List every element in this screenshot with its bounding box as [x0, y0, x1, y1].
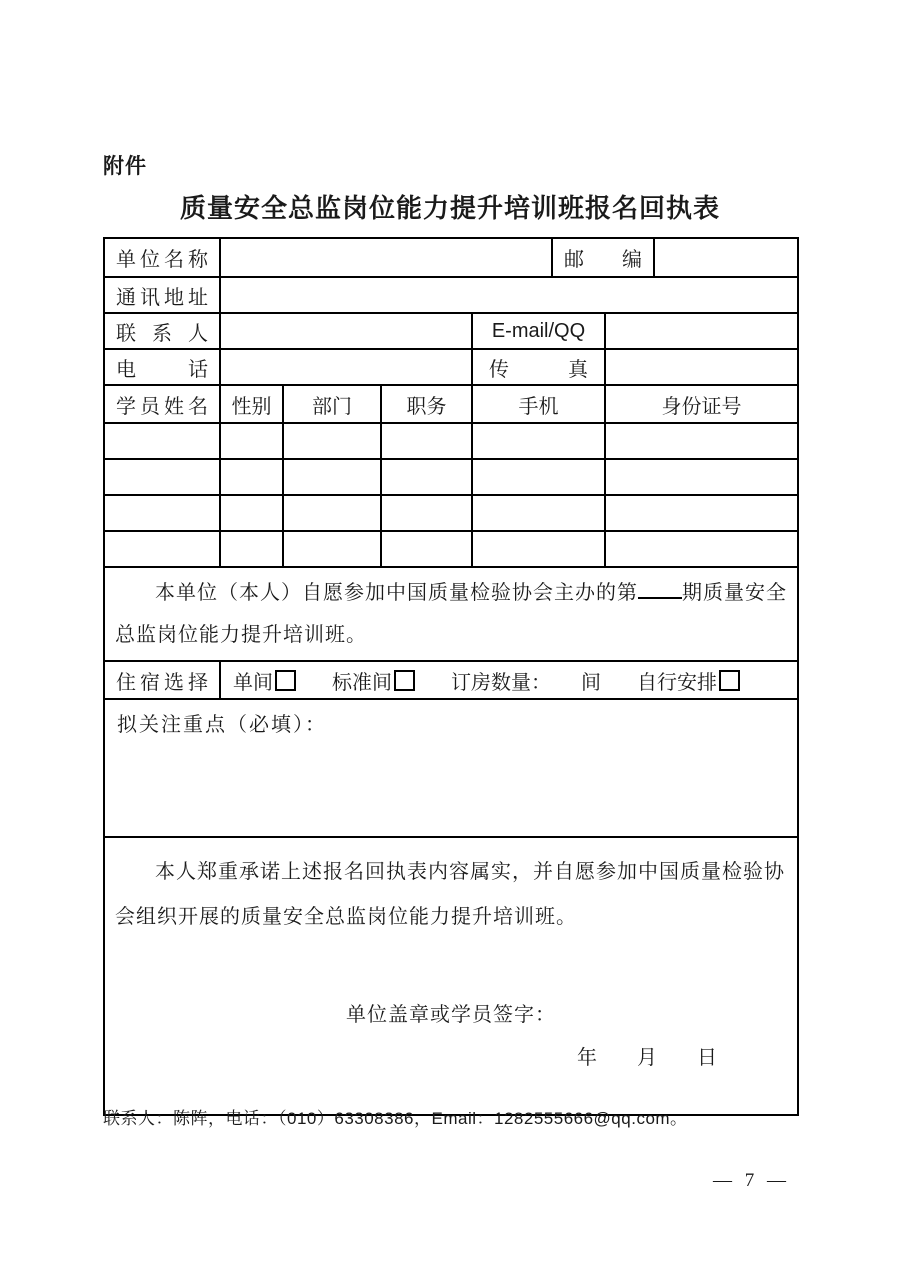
student-empty-row [104, 459, 798, 495]
address-label: 通讯地址 [104, 277, 220, 313]
declaration-row [104, 837, 798, 1115]
participation-statement-row [104, 567, 798, 661]
phone-label: 电话 [104, 349, 220, 385]
session-number-blank [638, 575, 682, 599]
postal-code-label: 邮编 [552, 238, 654, 277]
date-line: 年 月 日 [577, 1047, 717, 1069]
self-arrange-checkbox [719, 670, 740, 691]
phone-field [220, 349, 472, 385]
focus-field [104, 699, 798, 837]
id-number-header: 身份证号 [605, 385, 798, 423]
standard-room-checkbox [394, 670, 415, 691]
contact-footer: 联系人：陈阵，电话：（010）63308386，Email：1282555666@qq.com。 [103, 1109, 688, 1128]
attachment-label: 附件 [103, 155, 147, 178]
student-empty-row [104, 423, 798, 459]
accommodation-options [220, 661, 798, 699]
unit-name-label: 单位名称 [104, 238, 220, 277]
department-header: 部门 [283, 385, 381, 423]
signature-label: 单位盖章或学员签字： [346, 1004, 556, 1026]
contact-person-label: 联系人 [104, 313, 220, 349]
standard-room-label: 标准间 [332, 671, 392, 694]
gender-header: 性别 [220, 385, 283, 423]
mobile-header: 手机 [472, 385, 605, 423]
students-header-row [104, 385, 798, 423]
room-quantity-label: 订房数量： [451, 671, 551, 694]
row-phone [104, 349, 798, 385]
registration-form-table [103, 237, 799, 1116]
accommodation-label: 住宿选择 [104, 661, 220, 699]
row-unit-name [104, 238, 798, 277]
single-room-label: 单间 [233, 671, 273, 694]
email-qq-label: E-mail/QQ [472, 313, 605, 349]
postal-code-field [654, 238, 798, 277]
room-quantity-unit: 间 [581, 671, 601, 694]
contact-person-field [220, 313, 472, 349]
fax-label: 传真 [472, 349, 605, 385]
address-field [220, 277, 798, 313]
accommodation-row [104, 661, 798, 699]
self-arrange-label: 自行安排 [637, 671, 717, 694]
fax-field [605, 349, 798, 385]
focus-label: 拟关注重点（必填）： [117, 714, 327, 736]
student-name-header: 学员姓名 [104, 385, 220, 423]
participation-statement-cell [104, 567, 798, 661]
row-contact [104, 313, 798, 349]
declaration-text: 本人郑重承诺上述报名回执表内容属实，并自愿参加中国质量检验协会组织开展的质量安全总监岗位能力提升培训班。 [115, 861, 785, 928]
row-address [104, 277, 798, 313]
form-title: 质量安全总监岗位能力提升培训班报名回执表 [179, 193, 720, 223]
unit-name-field [220, 238, 552, 277]
page-number: — 7 — [713, 1170, 790, 1191]
student-empty-row [104, 531, 798, 567]
single-room-checkbox [275, 670, 296, 691]
email-qq-field [605, 313, 798, 349]
declaration-cell [104, 837, 798, 1115]
focus-row [104, 699, 798, 837]
student-empty-row [104, 495, 798, 531]
participation-statement: 本单位（本人）自愿参加中国质量检验协会主办的第 期质量安全总监岗位能力提升培训班。 [115, 572, 787, 656]
position-header: 职务 [381, 385, 472, 423]
